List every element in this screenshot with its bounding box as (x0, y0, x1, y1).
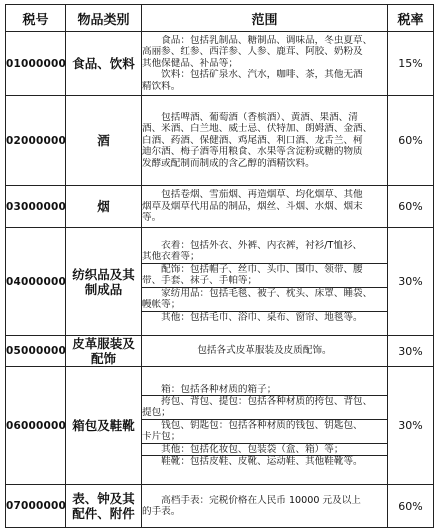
scope-text-line: 箱：包括各种材质的箱子； (142, 383, 277, 395)
scope-segment (142, 189, 387, 223)
scope-segment (142, 287, 387, 311)
tax-rate-table (5, 4, 434, 528)
table-row (6, 186, 434, 228)
scope-segment (142, 419, 387, 443)
header-scope: 范围 (142, 5, 388, 32)
scope-segment (142, 35, 387, 92)
item-category-line: 酒 (97, 133, 110, 148)
tax-rate: 30% (388, 228, 434, 336)
scope-text-line: 白酒、药酒、保健酒、鸡尾酒、利口酒、龙舌兰、柯 (142, 134, 363, 146)
scope-text-line: 包括各式皮革服装及皮质配饰。 (197, 345, 332, 357)
scope-text-line: 等。 (142, 212, 162, 224)
tariff-code: 02000000 (6, 96, 66, 186)
item-category-line: 配饰 (90, 351, 116, 366)
scope-text-line: 烟草及烟草代用品的制品，烟丝、斗烟、水烟、烟末 (142, 200, 363, 212)
tariff-code: 06000000 (6, 367, 66, 485)
scope-text-line: 家纺用品：包括毛毯、被子、枕头、床罩、睡袋、 (142, 287, 373, 299)
scope-text-line: 配饰：包括帽子、丝巾、头巾、围巾、领带、腰 (142, 263, 363, 275)
item-category-line: 食品、饮料 (72, 56, 135, 71)
scope-text-line: 其他：包括毛巾、浴巾、桌布、窗帘、地毯等。 (142, 311, 363, 323)
item-category-line: 制成品 (84, 281, 123, 297)
tax-rate: 30% (388, 336, 434, 367)
scope-text-line: 钱包、钥匙包：包括各种材质的钱包、钥匙包、 (142, 419, 363, 431)
scope-text-line: 迪尔酒、梅子酒等用粮食、水果等含淀粉或糖的物质 (142, 146, 363, 158)
item-category (66, 228, 142, 336)
scope-segment (142, 263, 387, 287)
tax-rate: 60% (388, 186, 434, 228)
item-category (66, 336, 142, 367)
scope-text-line: 包括啤酒、葡萄酒（香槟酒）、黄酒、果酒、清 (142, 111, 358, 123)
scope-cell (142, 186, 388, 228)
scope-text-line: 酒、米酒、白兰地、威士忌、伏特加、朗姆酒、金酒、 (142, 123, 373, 135)
scope-text-line: 带、手套、袜子、手帕等； (142, 275, 258, 287)
tax-rate: 30% (388, 367, 434, 485)
scope-segment (142, 455, 387, 467)
tariff-code: 05000000 (6, 336, 66, 367)
scope-text-line: 高档手表：完税价格在人民币 10000 元及以上 (142, 494, 361, 506)
scope-segment (142, 240, 387, 263)
scope-cell (142, 228, 388, 336)
scope-text-line: 挎包、背包、提包：包括各种材质的挎包、背包、 (142, 395, 373, 407)
scope-cell (142, 32, 388, 96)
table-row (6, 336, 434, 367)
table-row (6, 367, 434, 485)
item-category (66, 96, 142, 186)
scope-text-line: 饮料：包括矿泉水、汽水，咖啡、茶，其他无酒 (142, 69, 363, 81)
table-body (6, 32, 434, 528)
scope-text-line: 幔帐等； (142, 299, 181, 311)
scope-text-line: 的手表。 (142, 506, 181, 517)
scope-text-line: 发酵或配制而制成的含乙醇的酒精饮料。 (142, 157, 315, 169)
item-category-line: 表、钟及其 (72, 491, 135, 506)
table-row (6, 32, 434, 96)
tax-rate: 60% (388, 485, 434, 528)
scope-text-line: 精饮料。 (142, 80, 181, 92)
scope-cell (142, 96, 388, 186)
scope-text-line: 包括卷烟、雪茄烟、再造烟草、均化烟草、其他 (142, 189, 363, 201)
table-row (6, 485, 434, 528)
scope-text-line: 其他保健品、补品等； (142, 57, 238, 69)
tariff-code: 03000000 (6, 186, 66, 228)
scope-segment (142, 384, 387, 395)
header-category: 物品类别 (66, 5, 142, 32)
scope-text-line: 其他衣着等； (142, 251, 200, 263)
header-rate: 税率 (388, 5, 434, 32)
scope-text-line: 鞋靴：包括皮鞋、皮靴、运动鞋、其他鞋靴等。 (142, 456, 363, 468)
tariff-code: 01000000 (6, 32, 66, 96)
scope-segment (142, 495, 387, 518)
header-code: 税号 (6, 5, 66, 32)
item-category-line: 纺织品及其 (72, 266, 135, 282)
scope-text-line: 高丽参、红参、西洋参、人参、鹿茸、阿胶、奶粉及 (142, 46, 363, 58)
item-category-line: 配件、附件 (72, 506, 135, 521)
scope-segment (142, 443, 387, 455)
table-row (6, 96, 434, 186)
tax-rate: 60% (388, 96, 434, 186)
scope-text-line: 衣着：包括外衣、外裤、内衣裤，衬衫/T恤衫、 (142, 240, 363, 252)
tariff-code: 04000000 (6, 228, 66, 336)
scope-text-line: 卡片包； (142, 431, 181, 443)
scope-segment (142, 345, 387, 356)
scope-segment (142, 311, 387, 323)
tax-rate: 15% (388, 32, 434, 96)
item-category-line: 皮革服装及 (72, 336, 135, 351)
header-row (6, 5, 434, 32)
scope-cell (142, 485, 388, 528)
scope-text-line: 其他：包括化妆包、包装袋（盒、箱）等； (142, 443, 344, 455)
item-category-line: 箱包及鞋靴 (72, 418, 135, 433)
item-category (66, 32, 142, 96)
item-category (66, 186, 142, 228)
item-category (66, 485, 142, 528)
table-row (6, 228, 434, 336)
scope-text-line: 提包； (142, 407, 171, 419)
item-category-line: 烟 (97, 199, 110, 214)
scope-cell (142, 367, 388, 485)
scope-segment (142, 395, 387, 419)
scope-text-line: 食品：包括乳制品、糖制品、调味品，冬虫夏草、 (142, 34, 373, 46)
scope-segment (142, 112, 387, 169)
scope-cell (142, 336, 388, 367)
tariff-code: 07000000 (6, 485, 66, 528)
item-category (66, 367, 142, 485)
